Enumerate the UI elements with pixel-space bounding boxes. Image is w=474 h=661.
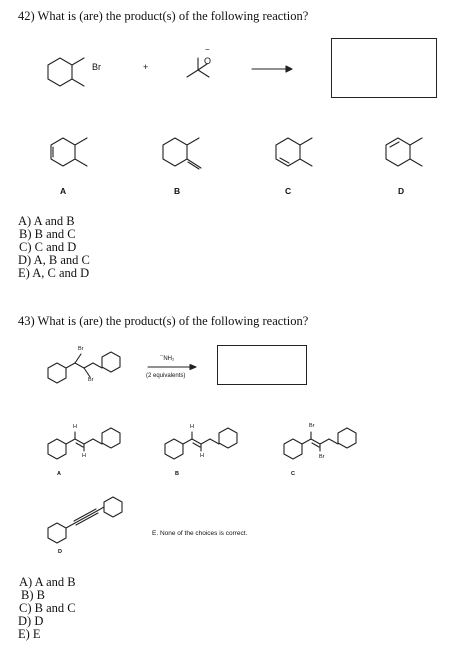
q43-choice-d: D) D <box>18 614 44 628</box>
q42-choice-b: B) B and C <box>19 227 76 241</box>
q42-reaction-arrow <box>250 64 294 74</box>
q42-product-b-structure <box>157 128 211 174</box>
q42-title: 42) What is (are) the product(s) of the following reaction? <box>18 9 309 23</box>
q42-answer-box <box>331 38 437 98</box>
q43-product-d-label: D <box>58 549 62 555</box>
q42-product-a-label: A <box>60 186 67 196</box>
q43-product-a-label: A <box>57 471 61 477</box>
q43-product-b-label: B <box>175 471 179 477</box>
q42-choice-a: A) A and B <box>18 214 75 228</box>
q42-product-c-label: C <box>285 186 292 196</box>
q43-choice-b: B) B <box>21 588 45 602</box>
q43-product-b-structure <box>157 413 257 465</box>
q42-reactant-br-label: Br <box>92 62 101 72</box>
q43-product-c-br-bottom: Br <box>319 454 325 460</box>
q43-reactant-br-bottom: Br <box>88 377 94 383</box>
q43-product-d-structure <box>40 490 140 548</box>
q43-reagent-note: (2 equivalents) <box>146 373 186 379</box>
q43-product-a-h-top: H <box>73 424 77 430</box>
q43-product-c-label: C <box>291 471 295 477</box>
q43-title: 43) What is (are) the product(s) of the following reaction? <box>18 314 309 328</box>
q43-product-c-br-top: Br <box>309 423 315 429</box>
q42-product-c-structure <box>270 131 320 175</box>
q43-product-a-structure <box>40 413 140 465</box>
q43-choice-e: E) E <box>18 627 41 641</box>
q42-reagent-o-label: O <box>204 56 212 66</box>
q42-choice-c: C) C and D <box>19 240 77 254</box>
q42-reactant-structure <box>40 52 110 98</box>
q43-product-a-h-bottom: H <box>82 453 86 459</box>
q43-answer-box <box>217 345 307 385</box>
q43-choice-e-text: E. None of the choices is correct. <box>152 530 248 537</box>
q43-reaction-arrow <box>146 363 200 371</box>
q42-reagent-charge: − <box>205 45 210 54</box>
q42-product-a-structure <box>45 131 95 175</box>
q43-product-b-h-bottom: H <box>200 453 204 459</box>
q42-product-d-label: D <box>398 186 405 196</box>
q43-choice-a: A) A and B <box>19 575 76 589</box>
q43-reactant-br-top: Br <box>78 346 84 352</box>
q43-product-c-structure <box>276 413 376 465</box>
q42-reagent-structure <box>178 50 218 90</box>
q42-choice-d: D) A, B and C <box>18 253 90 267</box>
q42-product-d-structure <box>380 131 430 175</box>
q43-choice-c: C) B and C <box>19 601 76 615</box>
q43-reagent: ¯NH₂ <box>160 356 175 362</box>
q42-plus-sign: + <box>143 62 149 72</box>
q43-product-b-h-top: H <box>190 424 194 430</box>
q42-product-b-label: B <box>174 186 181 196</box>
q42-choice-e: E) A, C and D <box>18 266 90 280</box>
